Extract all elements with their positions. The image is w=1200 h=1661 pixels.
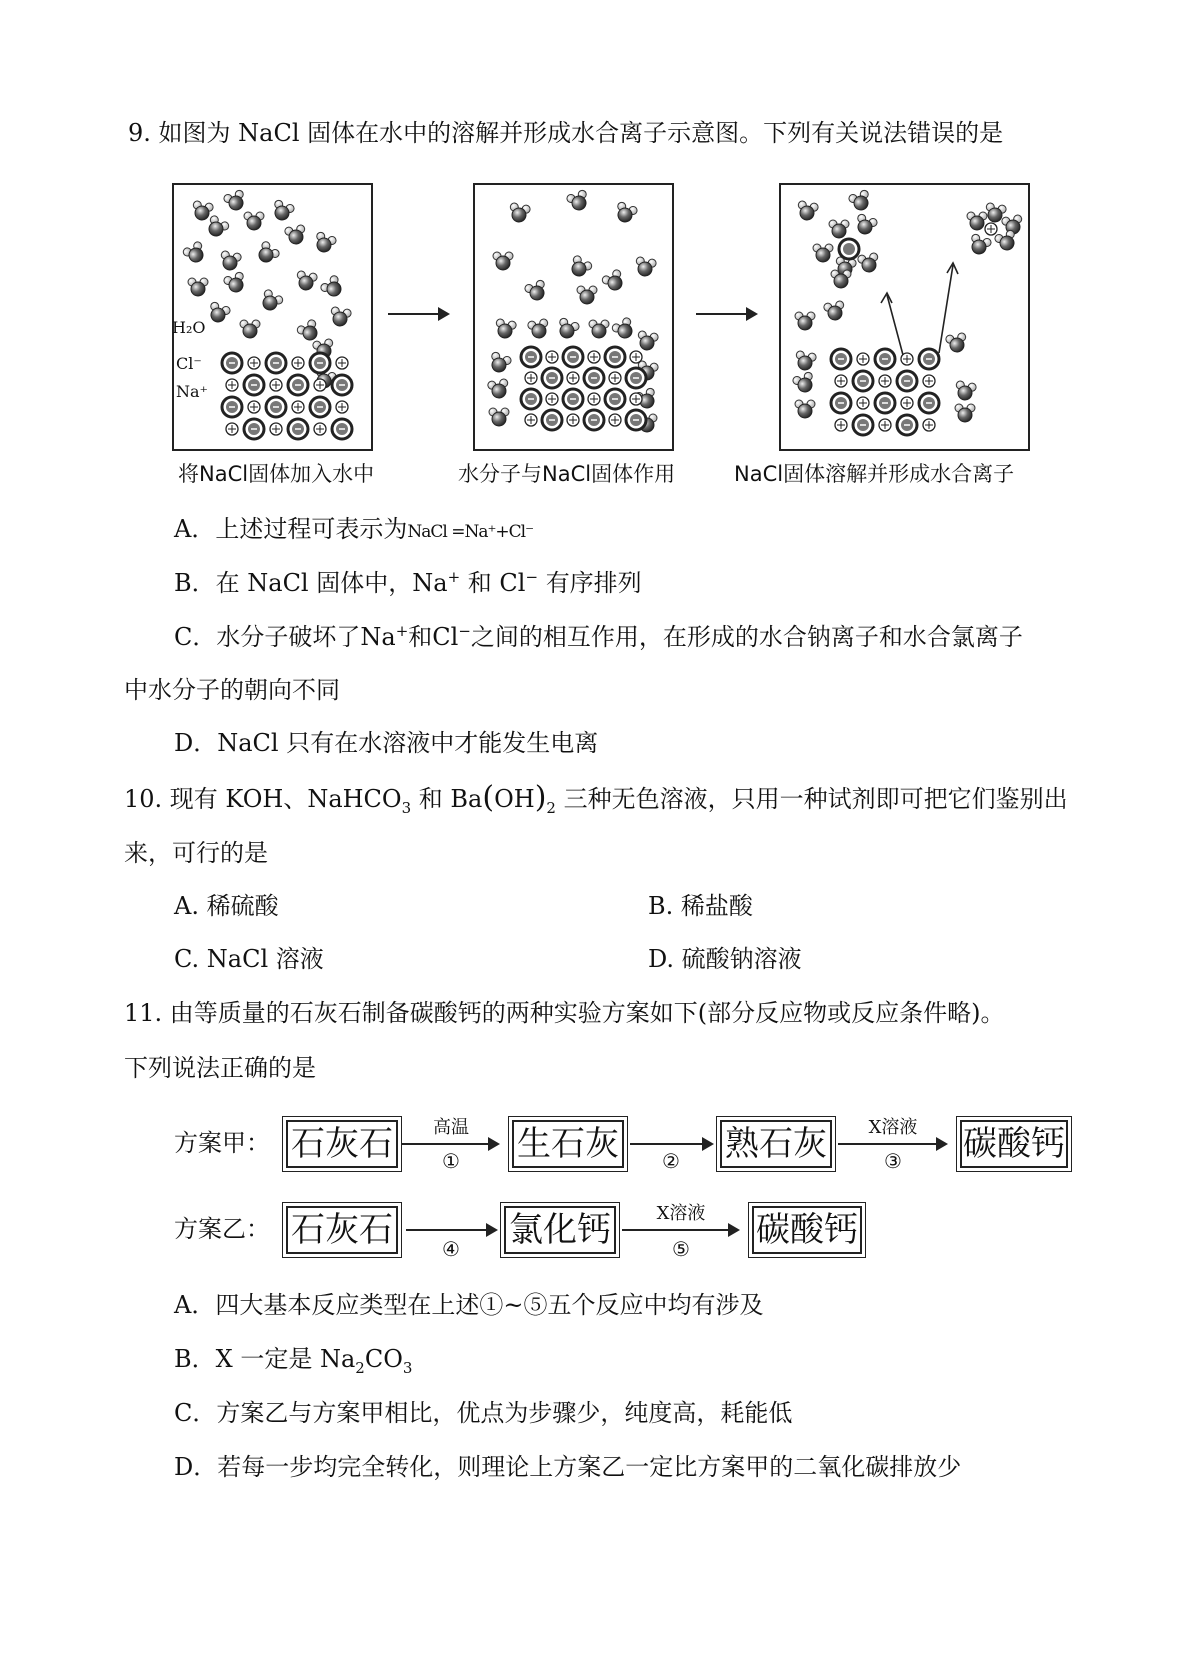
plan-a-step-2: ② [662,1149,680,1173]
plan-a-arrow-3 [838,1143,946,1145]
q9-option-d: D．NaCl 只有在水溶液中才能发生电离 [174,729,599,757]
water-molecule [955,404,975,422]
q10-stem-mid: 和 Ba [418,785,483,813]
sodium-ion [879,419,891,431]
water-molecule [223,189,248,213]
water-molecule [848,189,873,213]
chloride-ion [605,389,625,409]
sodium-ion [835,375,847,387]
water-molecule [494,318,517,339]
q9-option-b-end: 有序排列 [545,569,642,597]
chloride-ion [605,347,625,367]
panel-hydrated-ions [779,183,1030,451]
na-ion: Na [412,569,448,597]
sodium-ion [314,423,326,435]
plan-a-box-1: 石灰石 [286,1120,398,1168]
q11-option-b: B．X 一定是 $Na_2CO_3$ [174,1345,413,1377]
hydroxide: OH [494,785,535,813]
q9-option-a [174,514,533,547]
water-molecule [254,240,281,267]
plan-b-arrow-1 [406,1229,496,1231]
sodium-ion [630,393,642,405]
q11-option-a: A．四大基本反应类型在上述①~⑤五个反应中均有涉及 [174,1291,764,1319]
hydrated-chloride-ion [839,239,859,259]
water-molecule [795,312,815,330]
water-molecule [240,320,260,338]
chloride-ion [831,349,851,369]
plan-b-box-1: 石灰石 [286,1206,398,1254]
chloride-ion [310,353,330,373]
sodium-ion [630,351,642,363]
water-molecule [794,350,817,371]
q10-option-a: A. 稀硫酸 [174,892,279,920]
sodium-ion [609,414,621,426]
sodium-ion [879,375,891,387]
water-molecule [489,408,509,426]
panel-2-svg [475,185,672,449]
water-molecule [566,189,591,213]
chloride-ion [919,349,939,369]
water-molecule [829,220,849,238]
chloride-ion [584,410,604,430]
and-text: 和 [467,569,492,597]
water-molecule [577,286,597,304]
water-molecule [188,278,208,296]
paren-close: ) [534,780,547,815]
water-molecule [244,212,264,230]
q11-stem-line2: 下列说法正确的是 [124,1054,316,1082]
water-molecule [567,254,593,280]
chloride-ion [853,415,873,435]
chloride-ion [563,347,583,367]
sodium-ion [901,397,913,409]
plan-b-step-5: ⑤ [672,1237,690,1261]
water-molecule [296,318,322,344]
water-molecule [295,270,318,291]
water-molecule [634,256,657,277]
water-molecule [601,268,627,294]
sodium-ion [314,379,326,391]
sodium-ion [248,401,260,413]
plan-b-step-4: ④ [442,1237,460,1261]
label-na: Na⁺ [176,382,208,401]
q10-option-c: C. NaCl 溶液 [174,945,324,973]
q10-stem-line2: 来，可行的是 [124,839,268,867]
sodium-ion [336,401,348,413]
water-molecule [284,224,307,245]
chloride-ion [310,397,330,417]
chloride-ion [222,353,242,373]
water-molecule [945,332,968,353]
water-molecule [527,318,550,339]
chloride-ion [222,397,242,417]
paren-open: ( [482,780,495,815]
chloride-ion [919,393,939,413]
water-molecule [329,306,352,327]
nacl-lattice [521,347,646,430]
water-molecule [796,200,819,221]
sodium-ion [923,375,935,387]
q9-option-b-text: B．在 NaCl 固体中， [174,569,413,597]
q10-stem: 10. 现有 KOH、NaHCO$_3$ 和 $Ba(OH)_2$ 三种无色溶液，只用一种试剂即可把它们鉴别出 [124,780,1068,817]
hydrated-sodium-ion [985,223,997,235]
q9-stem: 9. 如图为 NaCl 固体在水中的溶解并形成水合离子示意图。下列有关说法错误的是 [128,119,1004,147]
chloride-ion [875,393,895,413]
cl-ion: Cl [432,623,459,651]
q10-option-d: D. 硫酸钠溶液 [648,945,802,973]
water-molecule [182,240,208,266]
chloride-ion [266,397,286,417]
caption-1: 将NaCl固体加入水中 [178,462,375,486]
sodium-ion [923,419,935,431]
plan-a-arrow-1-label: 高温 [433,1117,469,1138]
sodium-ion [835,419,847,431]
water-molecule [967,233,992,257]
water-molecule [792,371,817,395]
water-molecule [795,400,815,418]
sodium-ion [567,372,579,384]
figure-arrow-2 [696,313,756,315]
sodium-ion [525,372,537,384]
chloride-ion [244,419,264,439]
chloride-ion [626,410,646,430]
caption-3: NaCl固体溶解并形成水合离子 [734,462,1015,486]
plan-a-box-2: 生石灰 [512,1120,624,1168]
plan-a-step-1: ① [442,1149,460,1173]
chloride-ion [853,371,873,391]
chloride-ion [332,375,352,395]
sodium-ion [226,379,238,391]
water-molecule [823,300,846,321]
label-h2o: H₂O [172,318,206,337]
chloride-ion [332,419,352,439]
q9-option-a-text: A．上述过程可表示为 [174,515,408,543]
water-molecule [270,199,295,223]
q9-option-c-text: C．水分子破坏了 [174,623,361,651]
water-molecule [219,250,242,271]
q11-stem: 11. 由等质量的石灰石制备碳酸钙的两种实验方案如下(部分反应物或反应条件略)。 [124,999,1005,1027]
q10-option-b: B. 稀盐酸 [648,892,753,920]
q9-option-c-end: 之间的相互作用，在形成的水合钠离子和水合氯离子 [470,623,1023,651]
label-cl: Cl⁻ [176,354,202,373]
sodium-ion [226,423,238,435]
chloride-ion [288,419,308,439]
sodium-ion [248,357,260,369]
plan-a-arrow-1 [402,1143,498,1145]
chloride-ion [897,371,917,391]
q9-option-a-equation: NaCl =Na⁺+Cl⁻ [407,522,534,542]
water-molecule [204,214,230,240]
sodium-ion [857,397,869,409]
chloride-ion [244,375,264,395]
q11-option-c: C．方案乙与方案甲相比，优点为步骤少，纯度高，耗能低 [174,1399,793,1427]
chloride-ion [831,393,851,413]
water-molecule [636,330,659,351]
sodium-ion [270,423,282,435]
water-molecule [223,271,248,295]
chloride-ion [266,353,286,373]
sodium-ion [336,357,348,369]
q9-option-b: B．在 NaCl 固体中，Na+ 和 Cl− 有序排列 [174,568,642,597]
water-molecule [258,288,284,314]
sodium-ion [546,393,558,405]
water-molecule [967,212,987,230]
plan-a-box-3: 熟石灰 [720,1120,832,1168]
chloride-ion [897,415,917,435]
water-molecule [613,201,638,225]
chloride-ion [542,410,562,430]
plan-a-box-4: 碳酸钙 [960,1120,1068,1168]
water-molecule [493,252,513,270]
water-molecule [813,244,833,262]
plan-a-step-3: ③ [884,1149,902,1173]
q9-option-c-line2: 中水分子的朝向不同 [124,676,340,704]
water-molecule [857,252,880,273]
sodium-ion [588,393,600,405]
water-molecule [312,231,337,255]
q11-option-b-text: B．X 一定是 Na [174,1345,356,1373]
plan-a-arrow-2 [630,1143,712,1145]
chloride-ion [288,375,308,395]
chloride-ion [542,368,562,388]
plan-a-arrow-3-label: X溶液 [868,1117,918,1138]
sodium-ion [525,414,537,426]
na-ion: Na [360,623,396,651]
chloride-ion [521,389,541,409]
nacl-lattice [222,353,352,439]
q9-option-c: C．水分子破坏了Na+和Cl−之间的相互作用，在形成的水合钠离子和水合氯离子 [174,622,1023,651]
water-molecule [206,301,231,325]
plan-b-arrow-2 [622,1229,738,1231]
water-molecule [954,380,977,401]
water-molecule [555,317,580,341]
plan-b-box-2: 氯化钙 [504,1206,616,1254]
water-molecule [524,279,549,303]
chloride-ion [626,368,646,388]
water-molecule [487,378,510,399]
plan-b-box-3: 碳酸钙 [752,1206,862,1254]
chloride-ion [584,368,604,388]
q10-stem-end: 三种无色溶液，只用一种试剂即可把它们鉴别出 [563,785,1068,813]
nacl-lattice [831,349,939,435]
plan-b-label: 方案乙： [174,1215,270,1243]
chloride-ion [563,389,583,409]
panel-water-interaction [473,183,674,451]
sodium-ion [546,351,558,363]
water-molecule [487,351,512,375]
sodium-ion [609,372,621,384]
plan-a-label: 方案甲： [174,1129,270,1157]
plan-b-arrow-2-label: X溶液 [656,1203,706,1224]
water-molecule [611,316,637,342]
cl-ion: Cl [499,569,526,597]
figure-arrow-1 [388,313,448,315]
sodium-ion [588,351,600,363]
chloride-ion [521,347,541,367]
panel-1-svg [174,185,371,449]
q11-option-d: D．若每一步均完全转化，则理论上方案乙一定比方案甲的二氧化碳排放少 [174,1453,962,1481]
carbonate: CO [364,1345,403,1373]
panel-3-svg [781,185,1028,449]
sodium-ion [292,357,304,369]
water-molecule [508,202,531,223]
panel-add-nacl [172,183,373,451]
sodium-ion [292,401,304,413]
sodium-ion [567,414,579,426]
chloride-ion [875,349,895,369]
water-molecule [853,213,878,237]
water-molecule [589,320,609,338]
sodium-ion [857,353,869,365]
water-molecule [319,274,346,301]
and-text: 和 [408,623,433,651]
sodium-ion [270,379,282,391]
q10-stem-text: 10. 现有 KOH、NaHCO [124,785,402,813]
caption-2: 水分子与NaCl固体作用 [458,462,676,486]
